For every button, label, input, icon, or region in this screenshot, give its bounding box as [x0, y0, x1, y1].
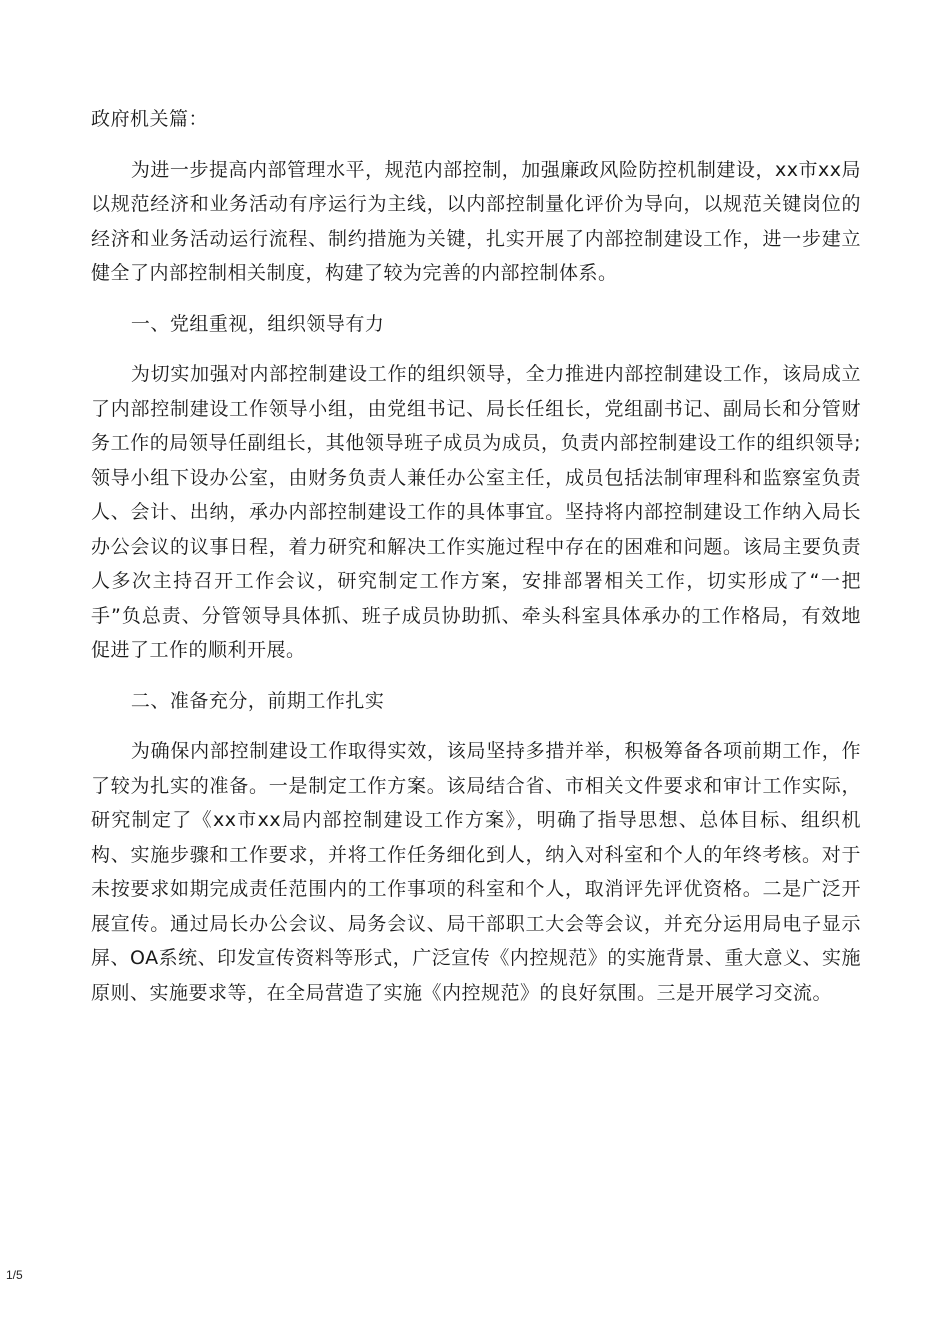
section-1-paragraph: 为切实加强对内部控制建设工作的组织领导，全力推进内部控制建设工作，该局成立了内部控制建设工作领导小组，由党组书记、局长任组长，党组副书记、副局长和分管财务工作的局领导任副组长，其他领导班子成员为成员，负责内部控制建设工作的组织领导;领导小组下设办公室，由财务负责人兼任办公室主任，成员包括法制审理科和监察室负责人、会计、出纳，承办内部控制建设工作的具体事宜。坚持将内部控制建设工作纳入局长办公会议的议事日程，着力研究和解决工作实施过程中存在的困难和问题。该局主要负责人多次主持召开工作会议，研究制定工作方案，安排部署相关工作，切实形成了“一把手”负总责、分管领导具体抓、班子成员协助抓、牵头科室具体承办的工作格局，有效地促进了工作的顺利开展。: [91, 363, 861, 661]
page-number: 1/5: [6, 1268, 23, 1282]
document-title: 政府机关篇：: [91, 108, 209, 130]
section-heading-1: 一、党组重视，组织领导有力: [130, 312, 385, 335]
document-body: [91, 102, 861, 1026]
section-heading-2: 二、准备充分，前期工作扎实: [130, 689, 385, 712]
section-2-paragraph: 为确保内部控制建设工作取得实效，该局坚持多措并举，积极筹备各项前期工作，作了较为扎实的准备。一是制定工作方案。该局结合省、市相关文件要求和审计工作实际，研究制定了《xx市xx局内部控制建设工作方案》，明确了指导思想、总体目标、组织机构、实施步骤和工作要求，并将工作任务细化到人，纳入对科室和个人的年终考核。对于未按要求如期完成责任范围内的工作事项的科室和个人，取消评先评优资格。二是广泛开展宣传。通过局长办公会议、局务会议、局干部职工大会等会议，并充分运用局电子显示屏、OA系统、印发宣传资料等形式，广泛宣传《内控规范》的实施背景、重大意义、实施原则、实施要求等，在全局营造了实施《内控规范》的良好氛围。三是开展学习交流。: [91, 740, 861, 1004]
intro-paragraph: 为进一步提高内部管理水平，规范内部控制，加强廉政风险防控机制建设，xx市xx局以规范经济和业务活动有序运行为主线，以内部控制量化评价为导向，以规范关键岗位的经济和业务活动运行流程、制约措施为关键，扎实开展了内部控制建设工作，进一步建立健全了内部控制相关制度，构建了较为完善的内部控制体系。: [91, 158, 861, 284]
